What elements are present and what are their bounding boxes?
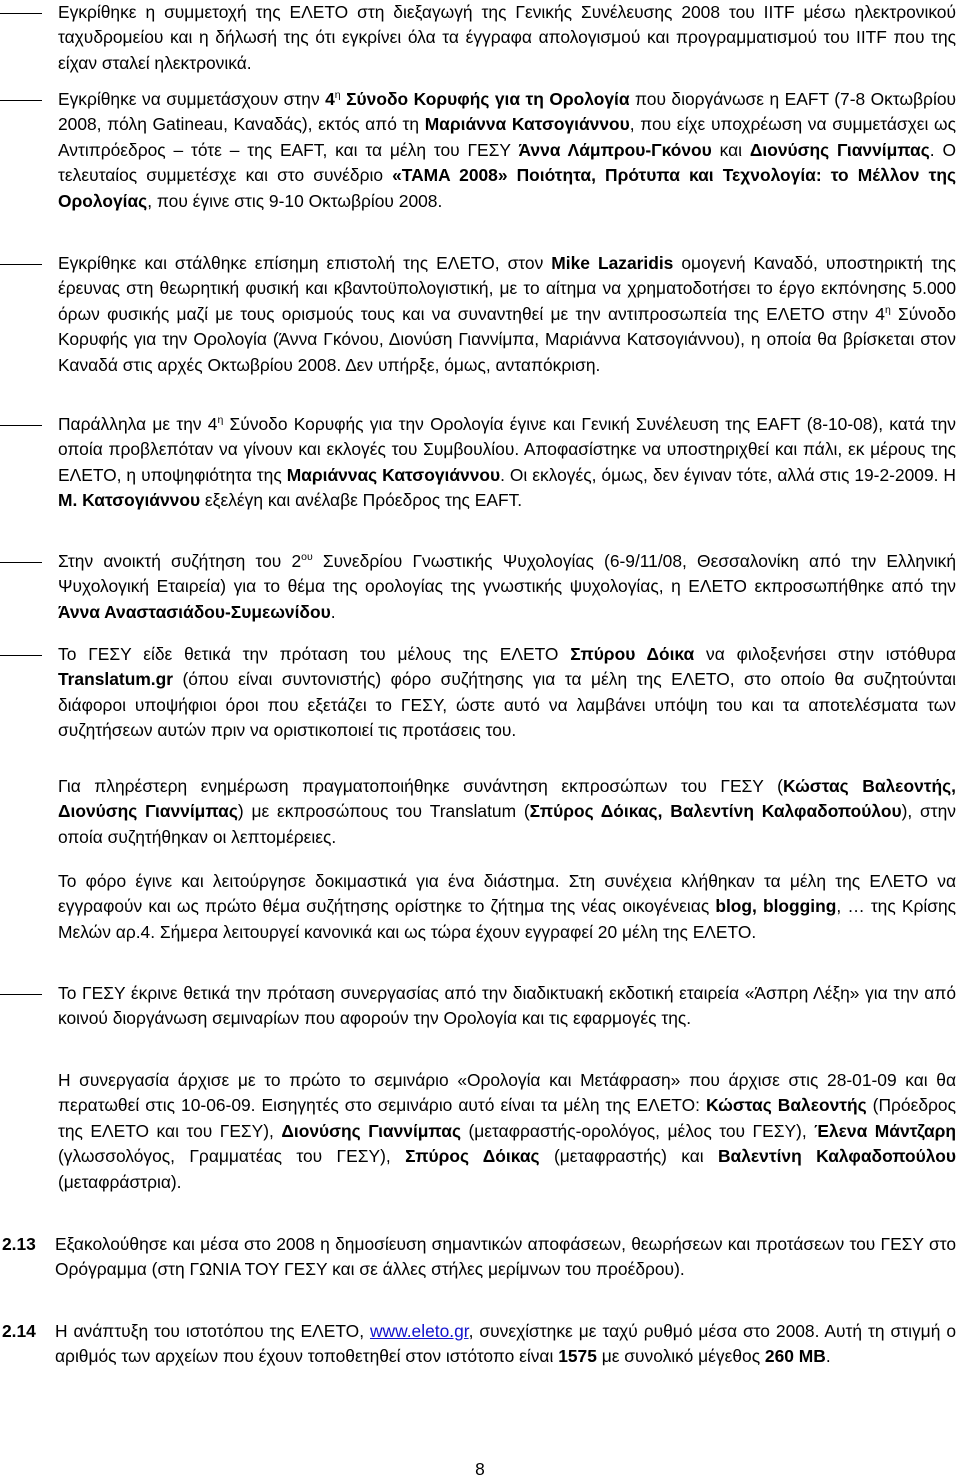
bullet-dash [0,981,42,1006]
bullet-dash [0,251,42,276]
paragraph: Στην ανοικτή συζήτηση του $2^{o\upsilon}$ Συνεδρίου Γνωστικής Ψυχολογίας (6-9/11/08, Θεσσαλονίκη από την Ελληνική Ψυχολογική Εταιρεία) για το θέμα της ορολογίας της γνωστικής ψυχολογίας, η ΕΛΕΤΟ εκπροσωπήθηκε από την Άννα Αναστασιάδου-Συμεωνίδου. [58,551,956,622]
bullet-dash [0,549,42,574]
eleto-website-link[interactable]: www.eleto.gr [369,1321,469,1341]
paragraph: Το ΓΕΣΥ είδε θετικά την πρόταση του μέλους της ΕΛΕΤΟ Σπύρου Δόικα να φιλοξενήσει στην ιστόθυρα Translatum.gr (όπου είναι συντονιστής) φόρο συζήτησης για τα μέλη της ΕΛΕΤΟ, στο οποίο θα συζητούνται διάφοροι υποψήφιοι όροι που εξετάζει το ΓΕΣΥ, ώστε αυτό να λαμβάνει υπόψη του και τα αποτελέσματα των συζητήσεων αυτών πριν να οριστικοποιεί τις προτάσεις του. [58,644,956,741]
paragraph: Η ανάπτυξη του ιστοτόπου της ΕΛΕΤΟ, www.eleto.gr, συνεχίστηκε με ταχύ ρυθμό μέσα στο 2008. Αυτή τη στιγμή ο αριθμός των αρχείων που έχουν τοποθετηθεί στον ιστότοπο είναι 1575 με συνολικό μέγεθος 260 MB. [55,1321,956,1367]
section-number: 2.14 [2,1321,36,1341]
paragraph: Για πληρέστερη ενημέρωση πραγματοποιήθηκε συνάντηση εκπροσώπων του ΓΕΣΥ (Κώστας Βαλεοντής, Διονύσης Γιαννίμπας) με εκπροσώπους του Translatum (Σπύρος Δόικας, Βαλεντίνη Καλφαδοπούλου), στην οποία συζητήθηκαν οι λεπτομέρειες. [58,776,956,847]
paragraph: Η συνεργασία άρχισε με το πρώτο το σεμινάριο «Ορολογία και Μετάφραση» που άρχισε στις 28-01-09 και θα περατωθεί στις 10-06-09. Εισηγητές στο σεμινάριο αυτό είναι τα μέλη της ΕΛΕΤΟ: Κώστας Βαλεοντής (Πρόεδρος της ΕΛΕΤΟ και του ΓΕΣΥ), Διονύσης Γιαννίμπας (μεταφραστής-ορολόγος, μέλος του ΓΕΣΥ), Έλενα Μάντζαρη (γλωσσολόγος, Γραμματέας του ΓΕΣΥ), Σπύρος Δόικας (μεταφραστής) και Βαλεντίνη Καλφαδοπούλου (μεταφράστρια). [58,1070,957,1192]
paragraph: Εγκρίθηκε και στάλθηκε επίσημη επιστολή της ΕΛΕΤΟ, στον Mike Lazaridis ομογενή Καναδό, υποστηρικτή της έρευνας στη θεωρητική φυσική και κβαντοϋπολογιστική, με το αίτημα να χρηματοδοτήσει το έργο εκπόνησης 5.000 όρων φυσικής μαζί με τους ορισμούς τους και να συναντηθεί με την αντιπροσωπεία της ΕΛΕΤΟ στην $4^\eta$ Σύνοδο Κορυφής για την Ορολογία (Άννα Γκόνου, Διονύση Γιαννίμπα, Μαριάννα Κατσογιάννου), η οποία θα βρίσκεται στον Καναδά στις αρχές Οκτωβρίου 2008. Δεν υπήρξε, όμως, ανταπόκριση. [58,253,956,375]
bullet-dash [0,0,42,25]
bullet-dash [0,642,42,667]
paragraph: Εγκρίθηκε η συμμετοχή της ΕΛΕΤΟ στη διεξαγωγή της Γενικής Συνέλευσης 2008 του IITF μέσω ηλεκτρονικού ταχυδρομείου και η δήλωσή της ότι εγκρίνει όλα τα έγγραφα απολογισμού και προγραμματισμού του IITF που της είχαν σταλεί ηλεκτρονικά. [58,2,956,73]
paragraph: Εγκρίθηκε να συμμετάσχουν στην $4^\eta$ Σύνοδο Κορυφής για τη Ορολογία που διοργάνωσε η EAFT (7-8 Οκτωβρίου 2008, πόλη Gatineau, Καναδάς), εκτός από τη Μαριάννα Κατσογιάννου, που είχε υποχρέωση να συμμετάσχει ως Αντιπρόεδρος – τότε – της EAFT, και τα μέλη του ΓΕΣΥ Άννα Λάμπρου-Γκόνου και Διονύσης Γιαννίμπας. Ο τελευταίος συμμετέσχε και στο συνέδριο «TAMA 2008» Ποιότητα, Πρότυπα και Τεχνολογία: το Μέλλον της Ορολογίας, που έγινε στις 9-10 Οκτωβρίου 2008. [58,89,957,211]
paragraph: Το φόρο έγινε και λειτούργησε δοκιμαστικά για ένα διάστημα. Στη συνέχεια κλήθηκαν τα μέλη της ΕΛΕΤΟ να εγγραφούν και ως πρώτο θέμα συζήτησης ορίστηκε το ζήτημα της νέας οικογένειας blog, blogging, … της Κρίσης Μελών αρ.4. Σήμερα λειτουργεί κανονικά και ως τώρα έχουν εγγραφεί 20 μέλη της ΕΛΕΤΟ. [58,871,956,942]
section-number: 2.13 [2,1234,36,1254]
bullet-dash [0,87,42,112]
page-number: 8 [475,1459,485,1479]
paragraph: Το ΓΕΣΥ έκρινε θετικά την πρόταση συνεργασίας από την διαδικτυακή εκδοτική εταιρεία «Άσπρη Λέξη» για την από κοινού διοργάνωση σεμιναρίων που αφορούν την Ορολογία και τις εφαρμογές της. [58,983,956,1029]
paragraph: Παράλληλα με την $4^\eta$ Σύνοδο Κορυφής για την Ορολογία έγινε και Γενική Συνέλευση της EAFT (8-10-08), κατά την οποία προβλεπόταν να γίνουν και εκλογές του Συμβουλίου. Αποφασίστηκε να υποστηριχθεί και πάλι, εκ μέρους της ΕΛΕΤΟ, η υποψηφιότητα της Μαριάννας Κατσογιάννου. Οι εκλογές, όμως, δεν έγιναν τότε, αλλά στις 19-2-2009. Η Μ. Κατσογιάννου εξελέγη και ανέλαβε Πρόεδρος της EAFT. [58,414,956,511]
paragraph: Εξακολούθησε και μέσα στο 2008 η δημοσίευση σημαντικών αποφάσεων, θεωρήσεων και προτάσεων του ΓΕΣΥ στο Ορόγραμμα (στη ΓΩΝΙΑ ΤΟΥ ΓΕΣΥ και σε άλλες στήλες μερίμνων του προέδρου). [55,1234,956,1280]
bullet-dash [0,412,42,437]
